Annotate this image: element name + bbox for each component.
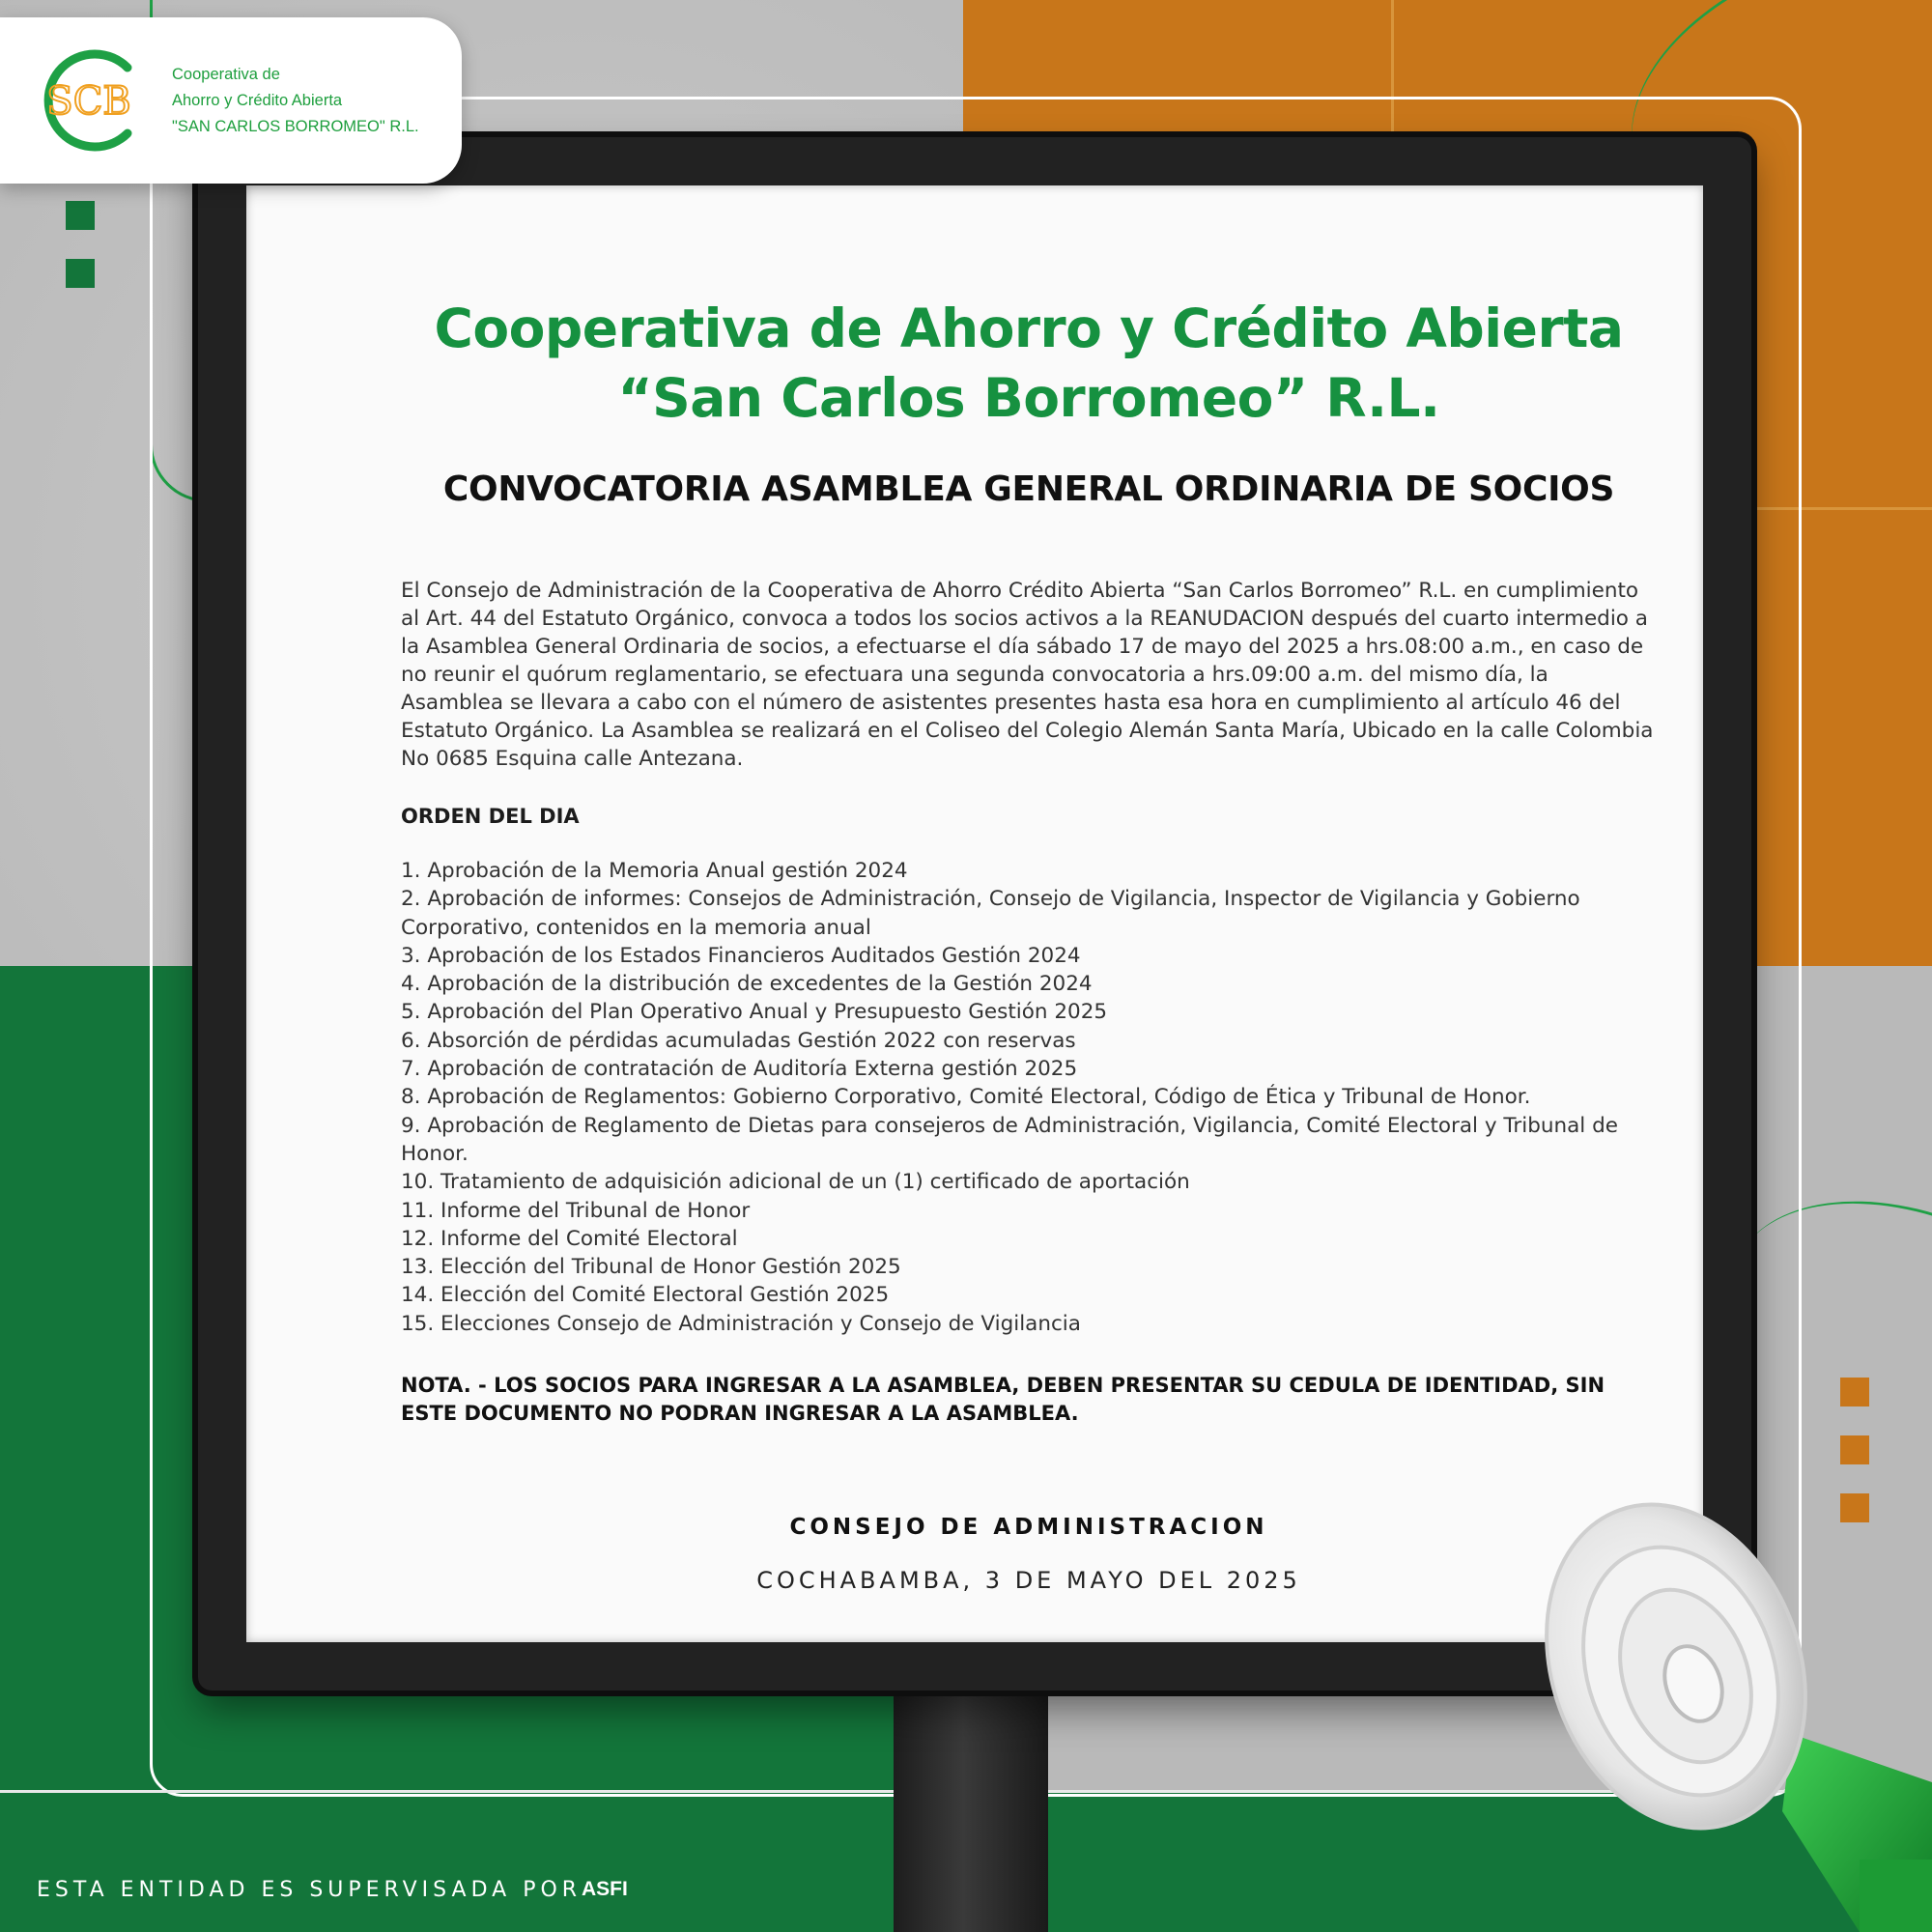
agenda-item: 15. Elecciones Consejo de Administración y Consejo de Vigilancia (401, 1311, 1081, 1336)
agenda-item: 5. Aprobación del Plan Operativo Anual y Presupuesto Gestión 2025 (401, 1000, 1108, 1025)
agenda-item: 10. Tratamiento de adquisición adicional de un (1) certificado de aportación (401, 1170, 1190, 1195)
notice-place-date: COCHABAMBA, 3 DE MAYO DEL 2025 (756, 1567, 1301, 1595)
logo-monogram: SCB (46, 79, 131, 124)
agenda-item: 14. Elección del Comité Electoral Gestión 2025 (401, 1283, 890, 1308)
megaphone-icon (1541, 1492, 1932, 1932)
notice-note: NOTA. - LOS SOCIOS PARA INGRESAR A LA ASAMBLEA, DEBEN PRESENTAR SU CEDULA DE IDENTIDAD, SIN ESTE DOCUMENTO NO PODRAN INGRESAR A LA ASAMBLEA. (401, 1374, 1605, 1426)
logo-line2: Ahorro y Crédito Abierta (172, 92, 343, 109)
notice-signature: CONSEJO DE ADMINISTRACION (789, 1515, 1268, 1541)
agenda-list (401, 857, 1657, 1338)
decor-square (1840, 1378, 1869, 1406)
agenda-item: 4. Aprobación de la distribución de excedentes de la Gestión 2024 (401, 972, 1093, 997)
decor-square (1840, 1435, 1869, 1464)
logo-line1: Cooperativa de (172, 66, 280, 83)
agenda-item: 11. Informe del Tribunal de Honor (401, 1198, 751, 1223)
logo-line3: "SAN CARLOS BORROMEO" R.L. (172, 118, 419, 135)
agenda-item: 1. Aprobación de la Memoria Anual gestión 2024 (401, 859, 908, 883)
notice-paper (246, 185, 1703, 1642)
notice-document (401, 294, 1657, 1594)
decor-square (66, 259, 95, 288)
agenda-item: 13. Elección del Tribunal de Honor Gestión 2025 (401, 1255, 901, 1280)
notice-title-line2: “San Carlos Borromeo” R.L. (617, 367, 1440, 429)
logo-card[interactable] (0, 17, 462, 184)
agenda-title: ORDEN DEL DIA (401, 805, 580, 828)
notice-title (401, 294, 1657, 433)
agenda-item: 7. Aprobación de contratación de Auditoría Externa gestión 2025 (401, 1057, 1078, 1082)
board-pole (894, 1662, 1048, 1932)
agenda-item: 9. Aprobación de Reglamento de Dietas para consejeros de Administración, Vigilancia, Comité Electoral y Tribunal de Honor. (401, 1113, 1618, 1166)
agenda-item: 6. Absorción de pérdidas acumuladas Gestión 2022 con reservas (401, 1028, 1076, 1053)
notice-board (198, 137, 1751, 1690)
logo-text (172, 62, 419, 140)
scb-logo-icon (35, 46, 143, 155)
supervision-notice: ESTA ENTIDAD ES SUPERVISADA POR (37, 1878, 582, 1902)
agenda-item: 2. Aprobación de informes: Consejos de Administración, Consejo de Vigilancia, Inspector de Vigilancia y Gobierno Corporativo, contenidos en la memoria anual (401, 887, 1580, 940)
notice-title-line1: Cooperativa de Ahorro y Crédito Abierta (434, 298, 1624, 359)
asfi-logo: ASFI (582, 1878, 628, 1900)
agenda-item: 8. Aprobación de Reglamentos: Gobierno Corporativo, Comité Electoral, Código de Ética y Tribunal de Honor. (401, 1085, 1531, 1110)
agenda-item: 3. Aprobación de los Estados Financieros Auditados Gestión 2024 (401, 943, 1081, 968)
notice-subtitle: CONVOCATORIA ASAMBLEA GENERAL ORDINARIA DE SOCIOS (442, 469, 1615, 509)
agenda-item: 12. Informe del Comité Electoral (401, 1226, 738, 1251)
decor-square (66, 201, 95, 230)
notice-body: El Consejo de Administración de la Cooperativa de Ahorro Crédito Abierta “San Carlos Borromeo” R.L. en cumplimiento al Art. 44 del Estatuto Orgánico, convoca a todos los socios activos a la REANUDACION después del cuarto intermedio a la Asamblea General Ordinaria de socios, a efectuarse el día sábado 17 de mayo del 2025 a hrs.08:00 a.m., en caso de no reunir el quórum reglamentario, se efectuara una segunda convocatoria a hrs.09:00 a.m. del mismo día, la Asamblea se llevara a cabo con el número de asistentes presentes hasta esa hora en cumplimiento al artículo 46 del Estatuto Orgánico. La Asamblea se realizará en el Coliseo del Colegio Alemán Santa María, Ubicado en la calle Colombia No 0685 Esquina calle Antezana. (401, 579, 1654, 771)
